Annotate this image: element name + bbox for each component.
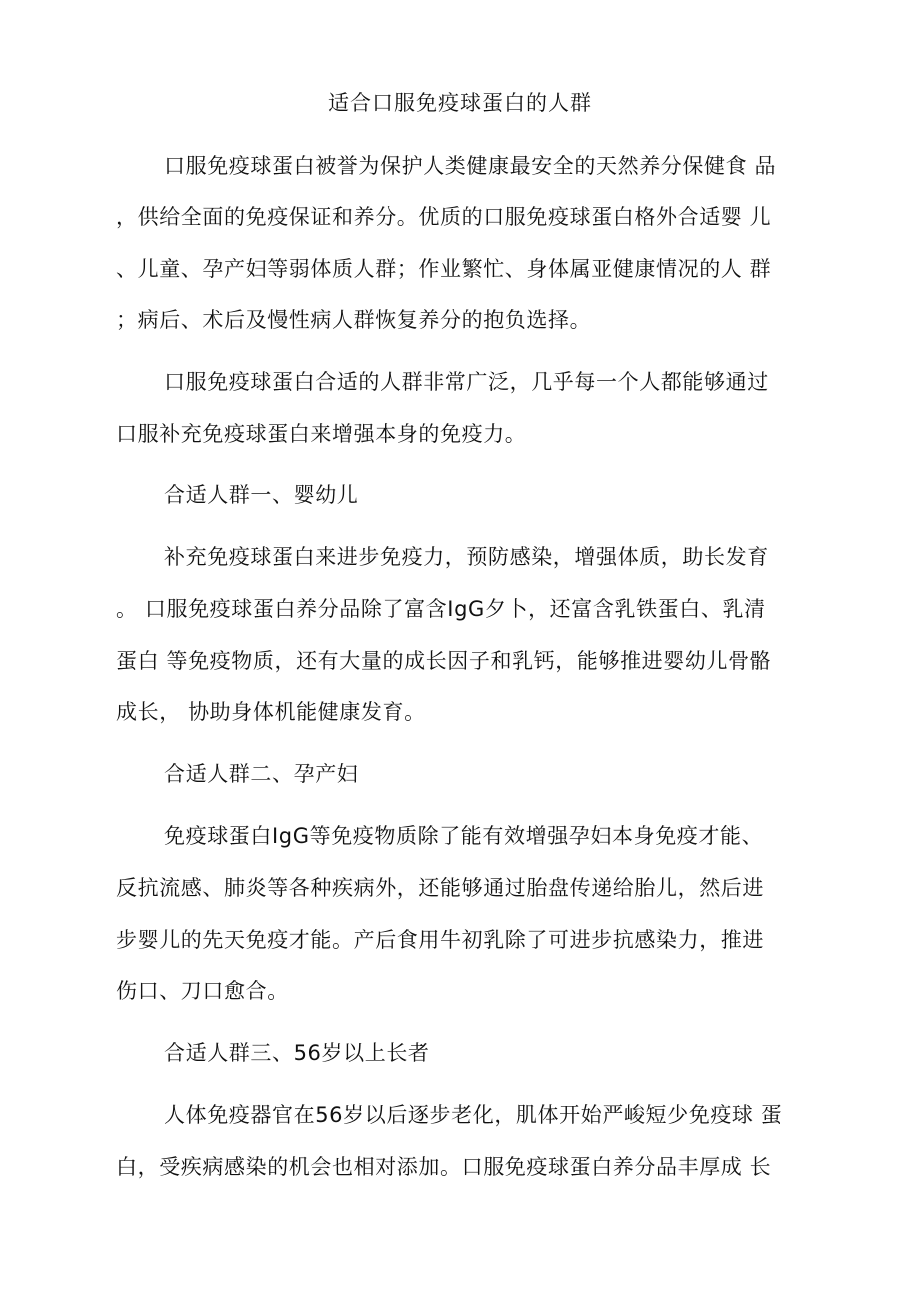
group2-heading: 合适人群二、孕产妇 — [164, 762, 359, 786]
group2-line-4: 伤口、刀口愈合。 — [116, 979, 289, 1003]
group3-line-2: 白，受疾病感染的机会也相对添加。口服免疫球蛋白养分品丰厚成 长 — [116, 1155, 772, 1179]
intro-line-2: ，供给全面的免疫保证和养分。优质的口服免疫球蛋白格外合适婴 儿 — [116, 205, 772, 229]
intro-line-3: 、儿童、孕产妇等弱体质人群；作业繁忙、身体属亚健康情况的人 群 — [116, 257, 772, 281]
intro-line-4: ；病后、术后及慢性病人群恢复养分的抱负选择。 — [116, 308, 592, 332]
group2-line-3: 步婴儿的先天免疫才能。产后食用牛初乳除了可进步抗感染力，推进 — [116, 928, 764, 952]
group1-line-3: 蛋白 等免疫物质，还有大量的成长因子和乳钙，能够推进婴幼儿骨骼 — [116, 649, 772, 673]
group1-line-1: 补充免疫球蛋白来进步免疫力，预防感染，增强体质，助长发育 — [164, 545, 769, 569]
document-title: 适合口服免疫球蛋白的人群 — [328, 91, 592, 115]
group3-heading: 合适人群三、56岁以上长者 — [164, 1041, 430, 1065]
group2-line-2: 反抗流感、肺炎等各种疾病外，还能够通过胎盘传递给胎儿，然后进 — [116, 876, 764, 900]
group1-line-4: 成长， 协助身体机能健康发育。 — [116, 700, 426, 724]
scope-line-2: 口服补充免疫球蛋白来增强本身的免疫力。 — [116, 422, 527, 446]
group2-line-1: 免疫球蛋白IgG等免疫物质除了能有效增强孕妇本身免疫才能、 — [164, 824, 764, 848]
intro-line-1: 口服免疫球蛋白被誉为保护人类健康最安全的天然养分保健食 品 — [164, 154, 777, 178]
group1-line-2: 。 口服免疫球蛋白养分品除了富含IgG夕卜，还富含乳铁蛋白、乳清 — [116, 597, 766, 621]
group3-line-1: 人体免疫器官在56岁以后逐步老化，肌体开始严峻短少免疫球 蛋 — [164, 1103, 783, 1127]
group1-heading: 合适人群一、婴幼儿 — [164, 483, 359, 507]
scope-line-1: 口服免疫球蛋白合适的人群非常广泛，几乎每一个人都能够通过 — [164, 370, 769, 394]
